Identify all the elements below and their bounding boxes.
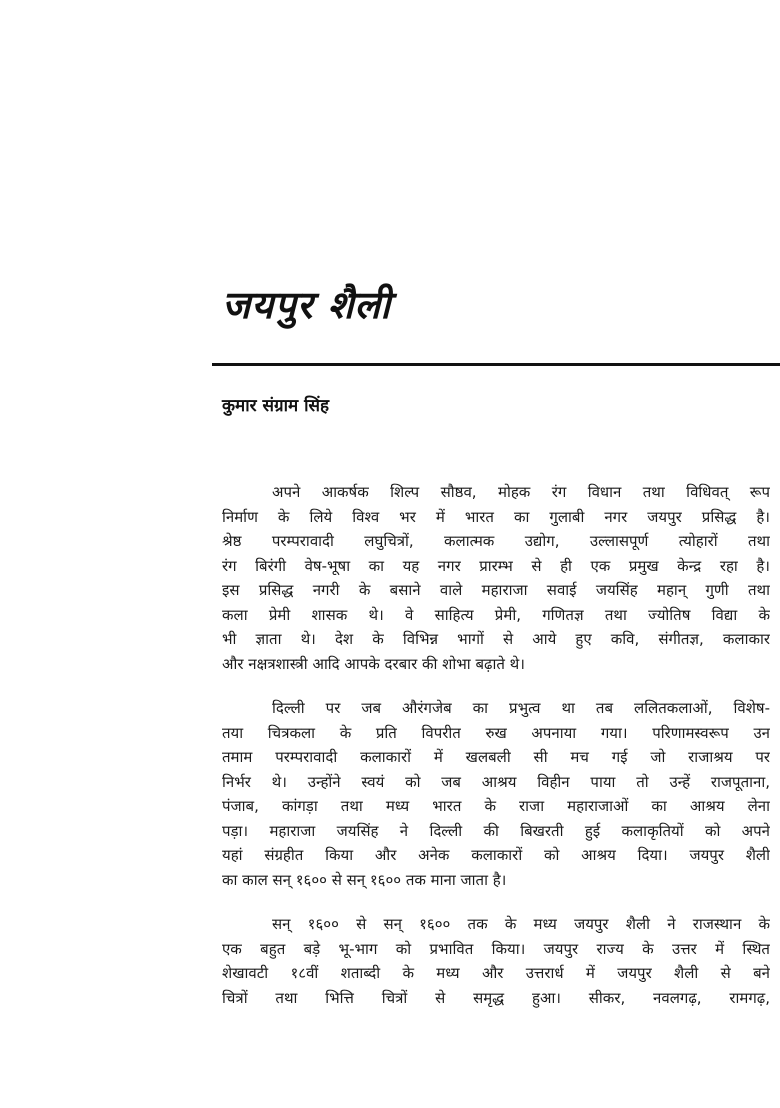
text-line: इस प्रसिद्ध नगरी के बसाने वाले महाराजा सवाई जयसिंह महान् गुणी तथा (222, 581, 770, 599)
text-line: निर्माण के लिये विश्व भर में भारत का गुलाबी नगर जयपुर प्रसिद्ध है। (222, 507, 770, 526)
body-text (222, 480, 770, 1030)
text-line: पड़ा। महाराजा जयसिंह ने दिल्ली की बिखरती हुई कलाकृतियों को अपने (222, 821, 770, 840)
text-line: चित्रों तथा भित्ति चित्रों से समृद्ध हुआ। सीकर, नवलगढ़, रामगढ़, (222, 988, 770, 1007)
text-line: एक बहुत बड़े भू-भाग को प्रभावित किया। जयपुर राज्य के उत्तर में स्थित (222, 939, 770, 958)
text-line: श्रेष्ठ परम्परावादी लघुचित्रों, कलात्मक उद्योग, उल्लासपूर्ण त्योहारों तथा (222, 532, 770, 550)
paragraph-3 (222, 912, 770, 1010)
text-line: शेखावटी १८वीं शताब्दी के मध्य और उत्तरार्ध में जयपुर शैली से बने (222, 964, 770, 982)
author-name: कुमार संग्राम सिंह (222, 396, 329, 416)
text-line: और नक्षत्रशास्त्री आदि आपके दरबार की शोभा बढ़ाते थे। (222, 654, 525, 673)
text-line: तया चित्रकला के प्रति विपरीत रुख अपनाया गया। परिणामस्वरूप उन (222, 723, 770, 742)
text-line: कला प्रेमी शासक थे। वे साहित्य प्रेमी, गणितज्ञ तथा ज्योतिष विद्या के (222, 605, 770, 624)
text-line: रंग बिरंगी वेष-भूषा का यह नगर प्रारम्भ से ही एक प्रमुख केन्द्र रहा है। (222, 556, 770, 575)
text-line: यहां संग्रहीत किया और अनेक कलाकारों को आश्रय दिया। जयपुर शैली (222, 846, 770, 864)
paragraph-2 (222, 696, 770, 892)
text-line: दिल्ली पर जब औरंगजेब का प्रभुत्व था तब ललितकलाओं, विशेष- (272, 699, 770, 717)
text-line: भी ज्ञाता थे। देश के विभिन्न भागों से आये हुए कवि, संगीतज्ञ, कलाकार (222, 630, 770, 648)
text-line: तमाम परम्परावादी कलाकारों में खलबली सी मच गई जो राजाश्रय पर (222, 748, 770, 766)
chapter-title: जयपुर शैली (222, 283, 392, 327)
text-line: सन् १६०० से सन् १६०० तक के मध्य जयपुर शैली ने राजस्थान के (272, 915, 770, 933)
text-line: का काल सन् १६०० से सन् १६०० तक माना जाता है। (222, 870, 507, 889)
text-line: पंजाब, कांगड़ा तथा मध्य भारत के राजा महाराजाओं का आश्रय लेना (222, 797, 770, 815)
title-divider (212, 363, 780, 366)
text-line: निर्भर थे। उन्होंने स्वयं को जब आश्रय विहीन पाया तो उन्हें राजपूताना, (222, 772, 770, 791)
text-line: अपने आकर्षक शिल्प सौष्ठव, मोहक रंग विधान तथा विधिवत् रूप (272, 483, 770, 501)
paragraph-1 (222, 480, 770, 676)
